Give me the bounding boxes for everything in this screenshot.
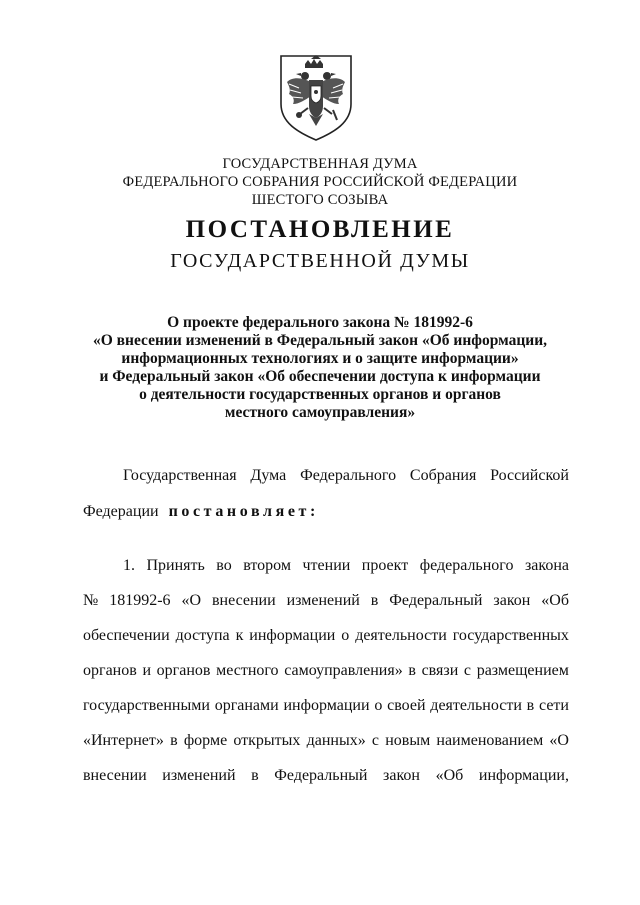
word: к [235, 627, 244, 644]
word: государственных [452, 627, 569, 644]
word: «Интернет» [83, 732, 164, 749]
header-line-3: ШЕСТОГО СОЗЫВА [251, 192, 389, 208]
word: «О [181, 592, 202, 609]
subject-line: и Федеральный закон «Об обеспечении доступа к информации [99, 368, 541, 385]
word: Государственная [123, 467, 237, 484]
word: связи [421, 662, 459, 679]
word: закона [524, 557, 569, 574]
word: «Об [435, 767, 464, 784]
word: местного [216, 662, 279, 679]
word: Дума [250, 467, 287, 484]
word: своей [387, 697, 426, 714]
word: Федеральный [274, 767, 368, 784]
word: Российской [490, 467, 569, 484]
clause-line [83, 766, 569, 801]
subject-line: местного самоуправления» [224, 404, 416, 421]
clause-line [83, 556, 569, 591]
word: сети [539, 697, 569, 714]
subject-line: О проекте федерального закона № 181992-6 [167, 314, 473, 331]
clause-line [83, 696, 569, 731]
word: внесении [83, 767, 147, 784]
clause-line [83, 626, 569, 661]
subject-line: о деятельности государственных органов и органов [139, 386, 501, 403]
word: Федерального [300, 467, 397, 484]
word: органами [214, 697, 279, 714]
document-type-subtitle: ГОСУДАРСТВЕННОЙ ДУМЫ [170, 250, 470, 272]
word: новым [385, 732, 431, 749]
word: информации [283, 697, 370, 714]
word: 1. [123, 557, 135, 574]
preamble-paragraph [83, 466, 569, 536]
word: о [374, 697, 383, 714]
subject-line: «О внесении изменений в Федеральный закон «Об информации, [93, 332, 547, 349]
preamble-line-2 [83, 502, 569, 536]
word: внесении [211, 592, 276, 609]
issuing-body-header [0, 155, 640, 209]
word: федерального [419, 557, 514, 574]
preamble-line-1 [83, 466, 569, 500]
word: Собрания [409, 467, 477, 484]
header-line-2: ФЕДЕРАЛЬНОГО СОБРАНИЯ РОССИЙСКОЙ ФЕДЕРАЦИИ [122, 174, 518, 190]
word: с [371, 732, 380, 749]
word: форме [183, 732, 228, 749]
word: органов [156, 662, 211, 679]
clause-line [83, 731, 569, 766]
word: втором [243, 557, 291, 574]
word: данных» [306, 732, 366, 749]
word: № [83, 592, 99, 609]
word: в [408, 662, 416, 679]
word: информации [249, 627, 336, 644]
word: «Об [541, 592, 569, 609]
word: органов [83, 662, 137, 679]
word: открытых [233, 732, 301, 749]
header-line-1: ГОСУДАРСТВЕННАЯ ДУМА [222, 156, 418, 172]
word: чтении [302, 557, 351, 574]
word: самоуправления» [284, 662, 403, 679]
word: «О [549, 732, 569, 749]
word: о [341, 627, 350, 644]
russian-coat-of-arms-icon [275, 52, 357, 142]
word: в [370, 592, 379, 609]
clause-1-paragraph [83, 556, 569, 801]
document-type-title: ПОСТАНОВЛЕНИЕ [185, 216, 455, 243]
word: Принять [146, 557, 205, 574]
word: деятельности [430, 697, 522, 714]
word: информации, [478, 767, 569, 784]
subject-line: информационных технологиях и о защите информации» [121, 350, 519, 367]
word: закон [493, 592, 531, 609]
decree-verb: постановляет: [168, 503, 319, 520]
word: наименованием [436, 732, 544, 749]
word: Федеральный [389, 592, 483, 609]
clause-line [83, 661, 569, 696]
word: в [251, 767, 259, 784]
word: в [526, 697, 535, 714]
word: деятельности [355, 627, 447, 644]
word: изменений [162, 767, 236, 784]
word: изменений [286, 592, 360, 609]
word: во [216, 557, 232, 574]
word: проект [361, 557, 409, 574]
word: в [170, 732, 178, 749]
clause-line [83, 591, 569, 626]
word: размещением [476, 662, 569, 679]
word: с [463, 662, 472, 679]
word: доступа [175, 627, 230, 644]
preamble-subject-word: Федерации [83, 503, 159, 520]
word: государственными [83, 697, 210, 714]
word: обеспечении [83, 627, 170, 644]
resolution-subject [0, 314, 640, 422]
word: закон [383, 767, 420, 784]
word: и [142, 662, 151, 679]
word: 181992-6 [109, 592, 171, 609]
